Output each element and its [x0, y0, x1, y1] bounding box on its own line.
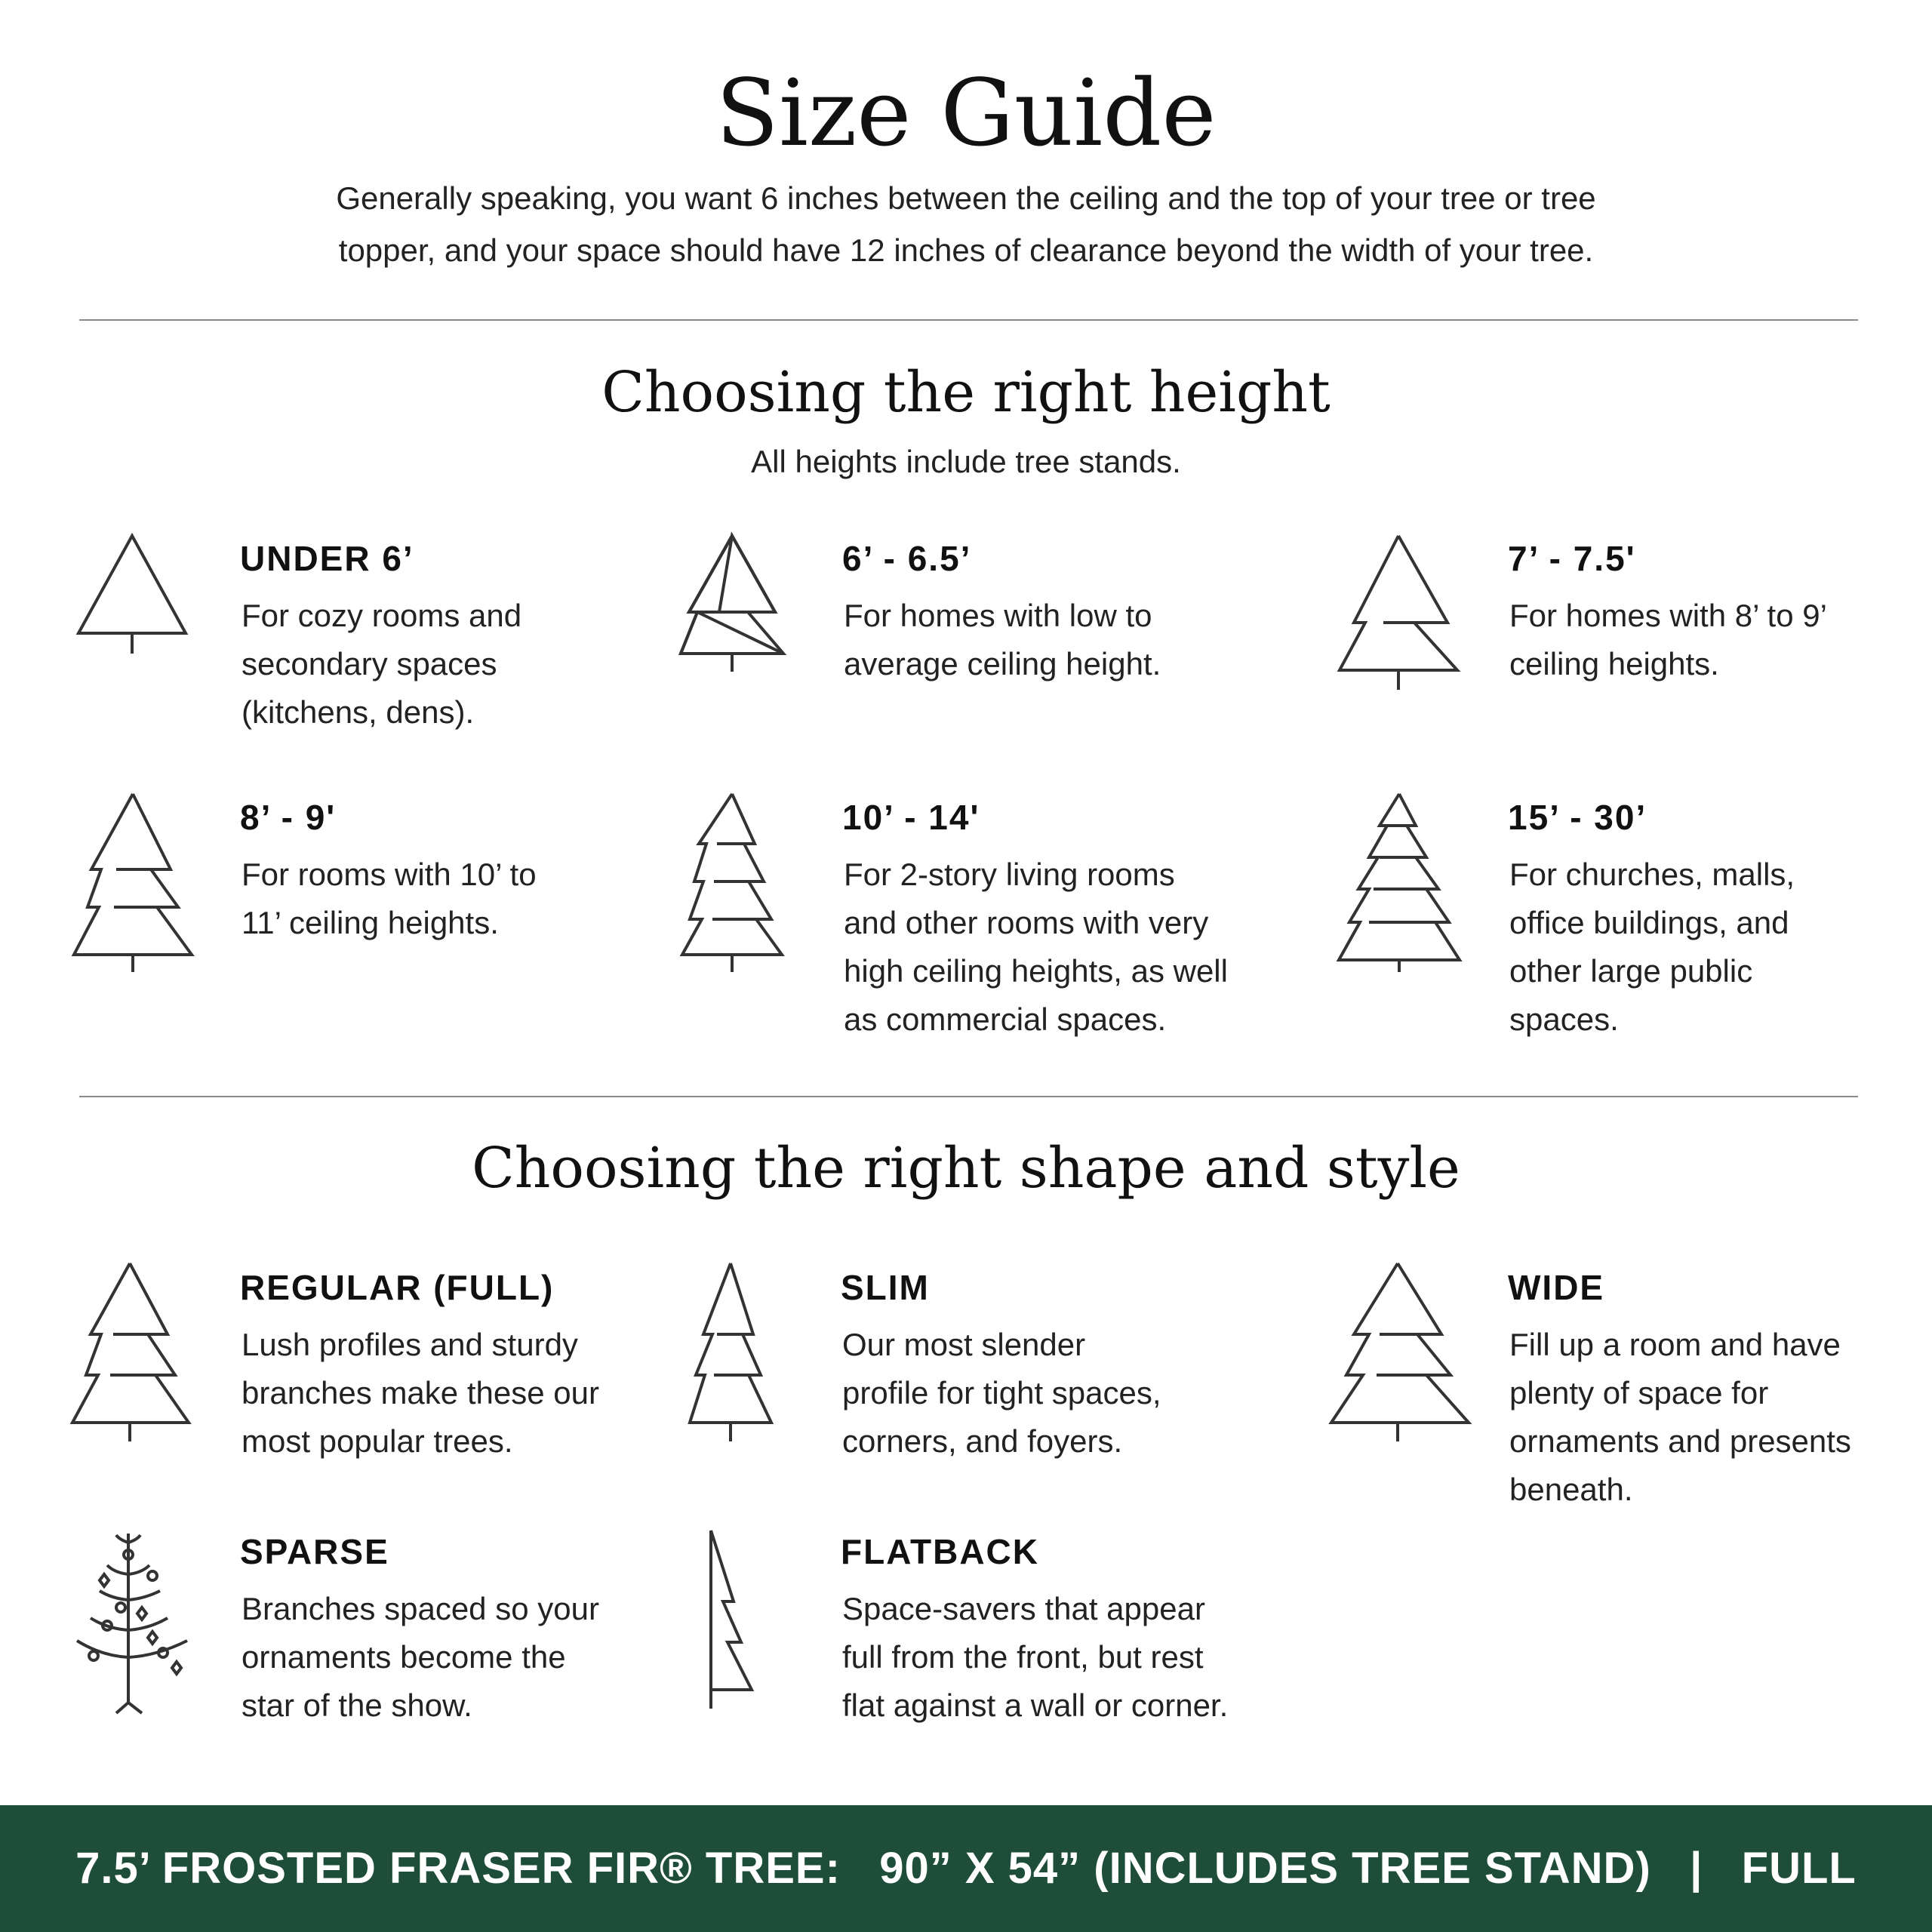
shape-item-desc: [842, 1321, 1161, 1466]
desc-line: ceiling heights.: [1509, 646, 1719, 681]
flatback-tree-icon: [708, 1529, 756, 1710]
height-item-title: 10’ - 14': [842, 798, 980, 837]
shape-item-desc: [242, 1321, 599, 1466]
desc-line: most popular trees.: [242, 1423, 513, 1459]
page-title: Size Guide: [715, 60, 1217, 167]
height-item-title: UNDER 6’: [240, 539, 414, 578]
desc-line: as commercial spaces.: [844, 1001, 1167, 1037]
desc-line: and other rooms with very: [844, 905, 1209, 940]
height-item-desc: [1509, 851, 1795, 1044]
desc-line: high ceiling heights, as well: [844, 953, 1228, 989]
desc-line: For 2-story living rooms: [844, 857, 1175, 892]
height-section-subtitle: All heights include tree stands.: [751, 444, 1181, 479]
desc-line: star of the show.: [242, 1687, 472, 1723]
desc-line: Space-savers that appear: [842, 1591, 1205, 1626]
tree-4-tier-icon: [681, 792, 783, 974]
height-item-desc: [844, 592, 1161, 688]
desc-line: ornaments become the: [242, 1639, 566, 1675]
desc-line: ornaments and presents: [1509, 1423, 1851, 1459]
regular-tree-icon: [71, 1262, 192, 1443]
desc-line: Fill up a room and have: [1509, 1327, 1841, 1362]
desc-line: plenty of space for: [1509, 1375, 1769, 1411]
intro-line: topper, and your space should have 12 inches of clearance beyond the width of your tree.: [338, 232, 1594, 268]
height-item-desc: [1509, 592, 1827, 688]
height-item-title: 6’ - 6.5’: [842, 539, 972, 578]
desc-line: For homes with low to: [844, 598, 1152, 633]
footer-product-spec: 7.5’ FROSTED FRASER FIR® TREE: 90” X 54” (INCLUDES TREE STAND) | FULL: [75, 1844, 1857, 1893]
desc-line: For homes with 8’ to 9’: [1509, 598, 1827, 633]
section-divider: [79, 319, 1858, 321]
sparse-tree-icon: [74, 1532, 190, 1713]
shape-section-title: Choosing the right shape and style: [472, 1136, 1460, 1201]
desc-line: flat against a wall or corner.: [842, 1687, 1229, 1723]
tree-3-tier-icon: [72, 792, 193, 974]
desc-line: secondary spaces: [242, 646, 497, 681]
shape-item-title: REGULAR (FULL): [240, 1268, 555, 1307]
desc-line: For cozy rooms and: [242, 598, 522, 633]
shape-item-title: WIDE: [1508, 1268, 1605, 1307]
intro-text: [272, 172, 1660, 276]
height-item-desc: [242, 851, 537, 947]
desc-line: Lush profiles and sturdy: [242, 1327, 578, 1362]
desc-line: corners, and foyers.: [842, 1423, 1123, 1459]
shape-item-title: SPARSE: [240, 1532, 389, 1571]
desc-line: beneath.: [1509, 1472, 1633, 1507]
desc-line: profile for tight spaces,: [842, 1375, 1161, 1411]
desc-line: Branches spaced so your: [242, 1591, 599, 1626]
shape-item-desc: [1509, 1321, 1851, 1514]
desc-line: other large public: [1509, 953, 1753, 989]
tree-5-tier-icon: [1337, 792, 1461, 974]
desc-line: full from the front, but rest: [842, 1639, 1204, 1675]
tree-1-tier-icon: [77, 534, 187, 655]
desc-line: For churches, malls,: [1509, 857, 1795, 892]
desc-line: 11’ ceiling heights.: [242, 905, 499, 940]
height-item-title: 8’ - 9': [240, 798, 337, 837]
height-item-title: 15’ - 30’: [1508, 798, 1647, 837]
intro-line: Generally speaking, you want 6 inches between the ceiling and the top of your tree or tree: [336, 180, 1596, 216]
height-section-title: Choosing the right height: [601, 360, 1331, 425]
desc-line: average ceiling height.: [844, 646, 1161, 681]
shape-item-title: SLIM: [841, 1268, 930, 1307]
section-divider: [79, 1096, 1858, 1097]
tree-2-tier-tall-icon: [1338, 534, 1459, 691]
slim-tree-icon: [687, 1262, 774, 1443]
desc-line: For rooms with 10’ to: [242, 857, 537, 892]
height-item-desc: [242, 592, 521, 737]
wide-tree-icon: [1330, 1262, 1470, 1443]
shape-item-desc: [242, 1585, 599, 1730]
shape-item-title: FLATBACK: [841, 1532, 1039, 1571]
tree-2-tier-icon: [679, 534, 785, 673]
desc-line: Our most slender: [842, 1327, 1086, 1362]
desc-line: spaces.: [1509, 1001, 1619, 1037]
desc-line: (kitchens, dens).: [242, 694, 475, 730]
desc-line: branches make these our: [242, 1375, 599, 1411]
shape-item-desc: [842, 1585, 1228, 1730]
desc-line: office buildings, and: [1509, 905, 1789, 940]
height-item-desc: [844, 851, 1228, 1044]
height-item-title: 7’ - 7.5': [1508, 539, 1636, 578]
